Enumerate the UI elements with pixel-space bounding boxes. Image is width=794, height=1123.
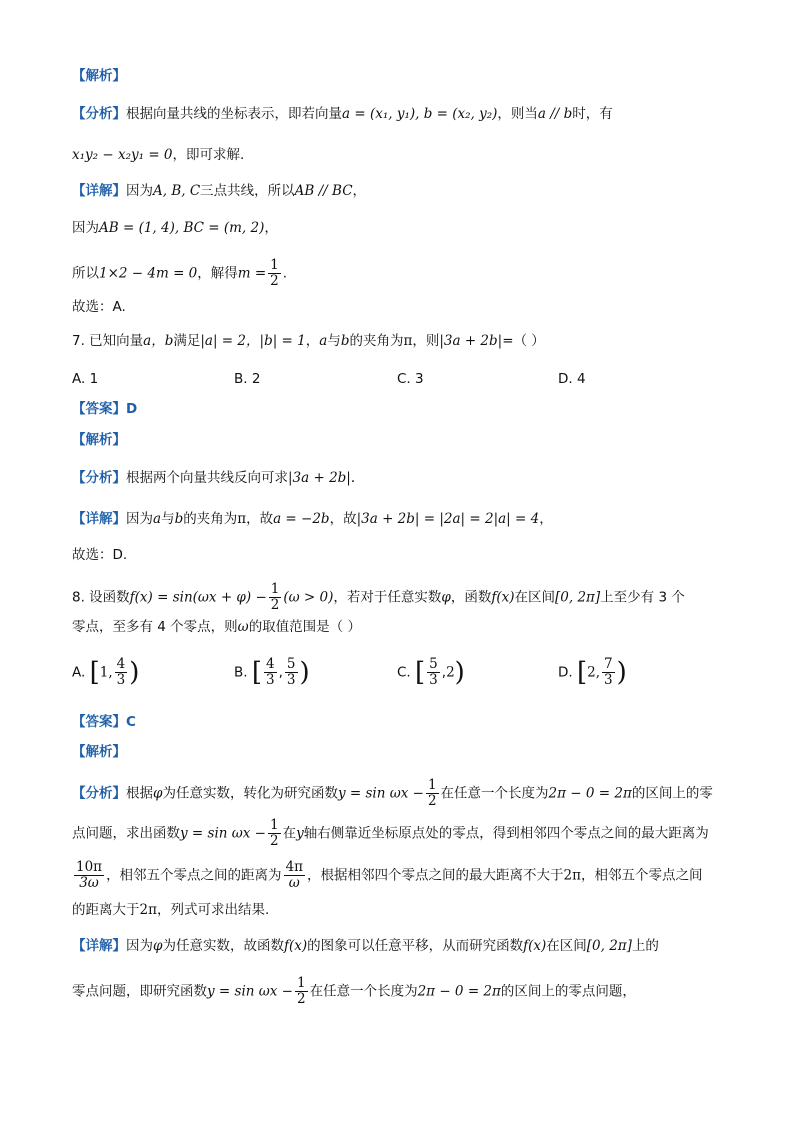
detail-text: 上的	[631, 938, 659, 954]
q8-option-b: B. [ $\frac{4}{3}$ , $\frac{5}{3}$ )	[234, 656, 310, 688]
q7-stem: 7. 已知向量a，b满足|a| = 2，|b| = 1，a与b的夹角为π，则|3a + 2b|=（ ）	[72, 333, 545, 349]
q8-fx: f(x)	[283, 938, 308, 954]
q8-2pi: 2π	[139, 902, 157, 918]
analysis-text: 在	[282, 825, 297, 842]
vector-coords-formula: AB = (1, 4), BC = (m, 2)	[99, 220, 265, 236]
q7-text: 与	[327, 333, 341, 349]
q8-text: 上至少有 3 个	[600, 589, 685, 606]
q8-jiexi: 【解析】	[72, 744, 126, 760]
q8-text: ，若对于任意实数	[333, 589, 442, 606]
analysis-text: 在任意一个长度为	[440, 785, 549, 802]
q7-option-b: B. 2	[234, 371, 261, 387]
analysis-text: 点问题，求出函数	[72, 825, 180, 842]
analysis-text: 为任意实数，转化为研究函数	[162, 785, 338, 802]
q8-analysis-3: $\frac{10\pi}{3\omega}$ ，相邻五个零点之间的距离为 $\frac{4\pi}{\omega}$ ，根据相邻四个零点之间的最大距离不大于2π，相邻五个零点之间	[76, 859, 703, 891]
q7-jiexi: 【解析】	[72, 432, 126, 448]
analysis-text: 时，有	[572, 106, 613, 122]
detail-text: ，故	[246, 511, 274, 527]
q8-interval: [0, 2π]	[555, 589, 601, 606]
detail-text: 与	[161, 511, 175, 527]
q8-text: 8. 设函数	[72, 589, 130, 606]
q7-vec-b: b	[174, 511, 184, 527]
parallel-formula: a // b	[537, 106, 573, 122]
analysis-text: ，则当	[497, 106, 538, 122]
fraction: $\frac{1}{2}$	[270, 581, 280, 613]
cross-formula: x₁y₂ − x₂y₁ = 0	[72, 147, 173, 163]
detail-line-3	[72, 258, 287, 289]
detail-text: 在任意一个长度为	[309, 983, 418, 1000]
q8-fx: f(x)	[491, 589, 515, 606]
q8-length: 2π − 0 = 2π	[417, 983, 501, 1000]
q7-result: |3a + 2b| = |2a| = 2|a| = 4	[356, 511, 540, 527]
analysis-text: 根据两个向量共线反向可求	[126, 470, 288, 486]
detail-text: .	[282, 265, 288, 282]
q8-analysis-2: 点问题，求出函数y = sin ωx − $\frac{1}{2}$ 在y轴右侧靠近坐标原点处的零点，得到相邻四个零点之间的最大距离为	[72, 817, 709, 849]
detail-tag: 【详解】	[72, 938, 126, 954]
detail-text: ，	[264, 220, 278, 236]
analysis-text: ，列式可求出结果.	[156, 902, 270, 918]
choice-line-q6: 故选：A.	[72, 299, 126, 315]
q7-vec-b: b	[340, 333, 350, 349]
q7-text: ，则	[412, 333, 440, 349]
analysis-text: ，相邻五个零点之间的距离为	[106, 867, 282, 884]
q8-answer: 【答案】C	[72, 714, 136, 730]
q8-function: f(x) = sin(ωx + φ) −	[129, 589, 267, 606]
q7-option-c: C. 3	[397, 371, 424, 387]
detail-text: 因为	[72, 220, 99, 236]
equation-formula: 1×2 − 4m = 0	[99, 265, 198, 282]
q8-interval: [0, 2π]	[586, 938, 632, 954]
analysis-text: 轴右侧靠近坐标原点处的零点，得到相邻四个零点之间的最大距离为	[303, 825, 709, 842]
detail-line-1	[72, 181, 366, 201]
detail-text: 零点问题，即研究函数	[72, 983, 207, 1000]
jiexi-heading: 【解析】	[72, 68, 126, 84]
detail-text: ，	[539, 511, 553, 527]
detail-text: 因为	[126, 183, 153, 199]
analysis-tag: 【分析】	[72, 470, 126, 486]
detail-text: 为任意实数，故函数	[162, 938, 284, 954]
q7-text: 满足	[173, 333, 201, 349]
detail-text: 因为	[126, 938, 153, 954]
analysis-text: ，根据相邻四个零点之间的最大距离不大于	[307, 867, 564, 884]
q7-choice: 故选：D.	[72, 547, 128, 563]
q8-text: ，函数	[450, 589, 492, 606]
q7-norm-b: ，|b| = 1	[246, 333, 306, 349]
q8-option-a: A. [1, $\frac{4}{3}$ )	[72, 656, 140, 688]
q7-analysis	[72, 468, 355, 488]
q7-text: 的夹角为	[349, 333, 404, 349]
q8-omega: ω	[237, 619, 249, 635]
detail-text: 因为	[126, 511, 153, 527]
q8-sin-function: y = sin ωx −	[180, 825, 266, 842]
detail-text: 在区间	[546, 938, 587, 954]
detail-text: ，故	[329, 511, 357, 527]
q8-y-axis: y	[296, 825, 304, 842]
q8-text: 零点，至多有 4 个零点，则	[72, 619, 238, 635]
q7-detail	[72, 509, 553, 529]
analysis-line-2	[72, 145, 244, 165]
q8-phi: φ	[441, 589, 451, 606]
q7-answer: 【答案】D	[72, 401, 138, 417]
q7-expr: |3a + 2b|.	[288, 470, 356, 486]
q8-detail-2: 零点问题，即研究函数y = sin ωx − $\frac{1}{2}$ 在任意一个长度为2π − 0 = 2π的区间上的零点问题，	[72, 975, 636, 1007]
vector-formula: a = (x₁, y₁), b = (x₂, y₂)	[342, 106, 498, 122]
analysis-text: 根据	[126, 785, 153, 802]
detail-text: 的图象可以任意平移，从而研究函数	[307, 938, 524, 954]
q8-phi: φ	[153, 938, 163, 954]
q7-option-d: D. 4	[558, 371, 586, 387]
q7-vectors: a，b	[143, 333, 174, 349]
q8-stem-1	[72, 582, 685, 613]
q7-relation: a = −2b	[273, 511, 330, 527]
q8-fx: f(x)	[523, 938, 547, 954]
q7-option-a: A. 1	[72, 371, 99, 387]
q8-text: 在区间	[514, 589, 555, 606]
analysis-text: ，即可求解.	[172, 147, 245, 163]
detail-tag: 【详解】	[72, 511, 126, 527]
q8-stem-2	[72, 617, 361, 637]
q8-text: 的取值范围是（ ）	[248, 619, 361, 635]
q8-phi: φ	[153, 785, 163, 802]
analysis-tag: 【分析】	[72, 785, 126, 802]
detail-text: 所以	[72, 265, 99, 282]
q7-text: 7. 已知向量	[72, 333, 144, 349]
q8-option-c: C. [ $\frac{5}{3}$ ,2)	[397, 656, 465, 688]
detail-text: ，	[352, 183, 367, 199]
fraction: $\frac{1}{2}$	[270, 257, 279, 289]
q7-pi: π	[403, 333, 413, 349]
detail-line-2	[72, 218, 278, 238]
q8-2pi: 2π	[563, 867, 581, 884]
detail-text: 的夹角为	[183, 511, 238, 527]
analysis-text: 的区间上的零	[631, 785, 713, 802]
q8-option-d: D. [2, $\frac{7}{3}$ )	[558, 656, 627, 688]
analysis-text: 根据向量共线的坐标表示，即若向量	[126, 106, 342, 122]
analysis-line-1	[72, 104, 613, 124]
analysis-tag: 【分析】	[72, 106, 126, 122]
q8-analysis-1: 【分析】根据φ为任意实数，转化为研究函数y = sin ωx − $\frac{1}{2}$ 在任意一个长度为2π − 0 = 2π的区间上的零	[72, 777, 713, 809]
q8-condition: (ω > 0)	[283, 589, 334, 606]
parallel-formula: AB // BC	[294, 183, 353, 199]
q7-norm-a: |a| = 2	[200, 333, 247, 349]
q8-sin-function: y = sin ωx −	[207, 983, 293, 1000]
detail-text: ，解得	[197, 265, 238, 282]
q8-length: 2π − 0 = 2π	[548, 785, 632, 802]
detail-text: 的区间上的零点问题，	[500, 983, 636, 1000]
analysis-text: ，相邻五个零点之间	[581, 867, 703, 884]
q8-detail-1	[72, 936, 659, 956]
q7-text: =（ ）	[502, 333, 545, 349]
q8-sin-function: y = sin ωx −	[337, 785, 424, 802]
q7-vec-a: a	[319, 333, 328, 349]
q8-analysis-4	[72, 900, 269, 920]
result-formula: m =	[237, 265, 267, 282]
analysis-text: 的距离大于	[72, 902, 140, 918]
q7-vec-a: a	[153, 511, 162, 527]
detail-text: 三点共线，所以	[200, 183, 295, 199]
points-formula: A, B, C	[153, 183, 201, 199]
detail-tag: 【详解】	[72, 183, 126, 199]
q7-pi: π	[237, 511, 247, 527]
q7-expr: |3a + 2b|	[439, 333, 503, 349]
